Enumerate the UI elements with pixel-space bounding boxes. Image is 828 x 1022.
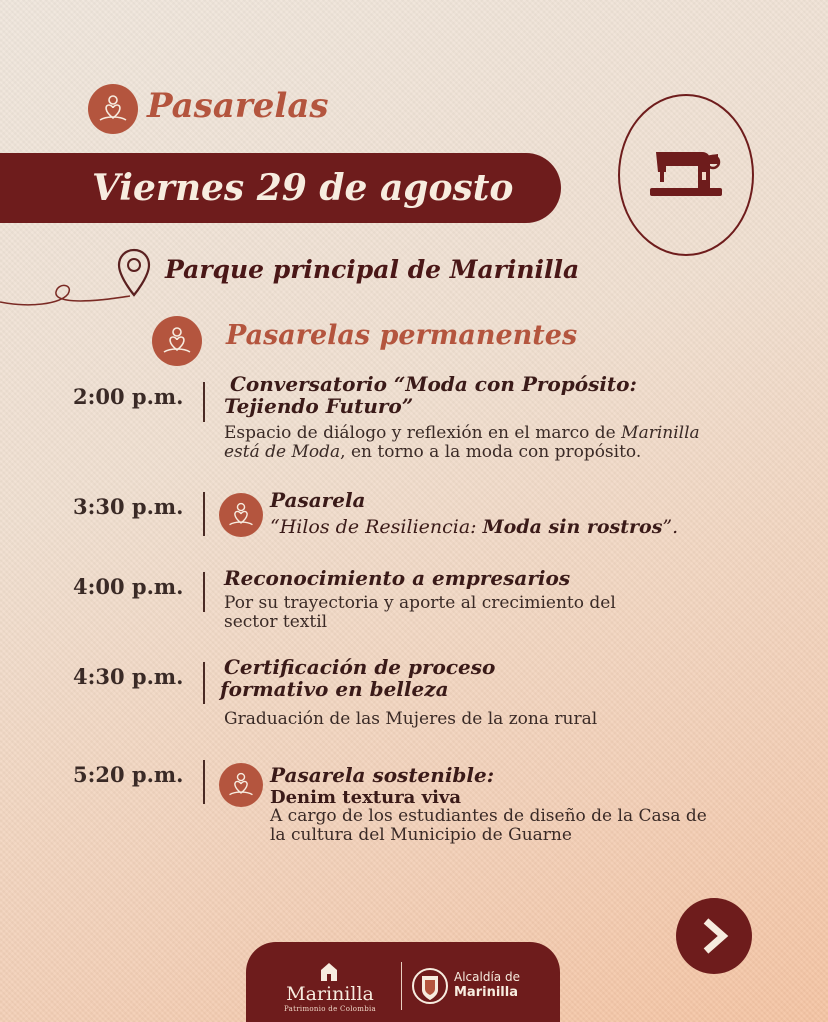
page-title: Pasarelas [147,86,329,126]
event-description: Por su trayectoria y aporte al crecimiento del [224,593,616,613]
footer-brand: Marinilla [286,983,374,1005]
event-title: Pasarela sostenible: [270,763,495,787]
event-time: 4:00 p.m. [73,574,184,599]
event-description: Espacio de diálogo y reflexión en el marco de Marinilla [224,423,700,443]
date-banner [0,153,561,223]
event-title: Pasarela [270,488,366,512]
event-time: 2:00 p.m. [73,384,184,409]
event-time: 5:20 p.m. [73,762,184,787]
event-time: 4:30 p.m. [73,664,184,689]
event-description: Graduación de las Mujeres de la zona rural [224,709,598,729]
event-description: la cultura del Municipio de Guarne [270,825,572,845]
event-subtitle: “Hilos de Resiliencia: Moda sin rostros”. [270,516,679,538]
divider [203,662,205,704]
next-button[interactable] [676,898,752,974]
event-description: sector textil [224,612,328,632]
divider [203,492,205,536]
section-title: Pasarelas permanentes [226,320,578,351]
event-title: Certificación de proceso [224,655,496,679]
event-description: A cargo de los estudiantes de diseño de la Casa de [270,806,707,826]
coat-of-arms-icon [411,964,449,1008]
divider [203,572,205,612]
event-title: Conversatorio “Moda con Propósito: [230,372,637,396]
location-text: Parque principal de Marinilla [165,255,580,284]
event-subtitle: Denim textura viva [270,787,462,808]
church-icon [317,962,341,982]
map-pin-icon [115,247,153,299]
sewing-machine-icon [646,142,726,208]
sewing-machine-badge [618,94,754,256]
section-logo-icon [152,316,202,366]
footer-alcaldia-line2: Marinilla [454,985,518,1000]
event-title: Tejiendo Futuro” [224,394,414,418]
event-title: formativo en belleza [220,677,449,701]
footer-alcaldia-line1: Alcaldía de [454,970,520,984]
divider [203,760,205,804]
event-description: está de Moda, en torno a la moda con propósito. [224,442,642,462]
event-title: Reconocimiento a empresarios [224,566,571,590]
footer-divider [401,962,402,1010]
pasarela-icon [219,493,263,537]
event-date: Viernes 29 de agosto [92,167,514,209]
chevron-right-icon [697,916,731,956]
pasarela-sostenible-icon [219,763,263,807]
divider [203,382,205,422]
footer-tagline: Patrimonio de Colombia [283,1005,376,1013]
pasarelas-logo-icon [88,84,138,134]
event-time: 3:30 p.m. [73,494,184,519]
